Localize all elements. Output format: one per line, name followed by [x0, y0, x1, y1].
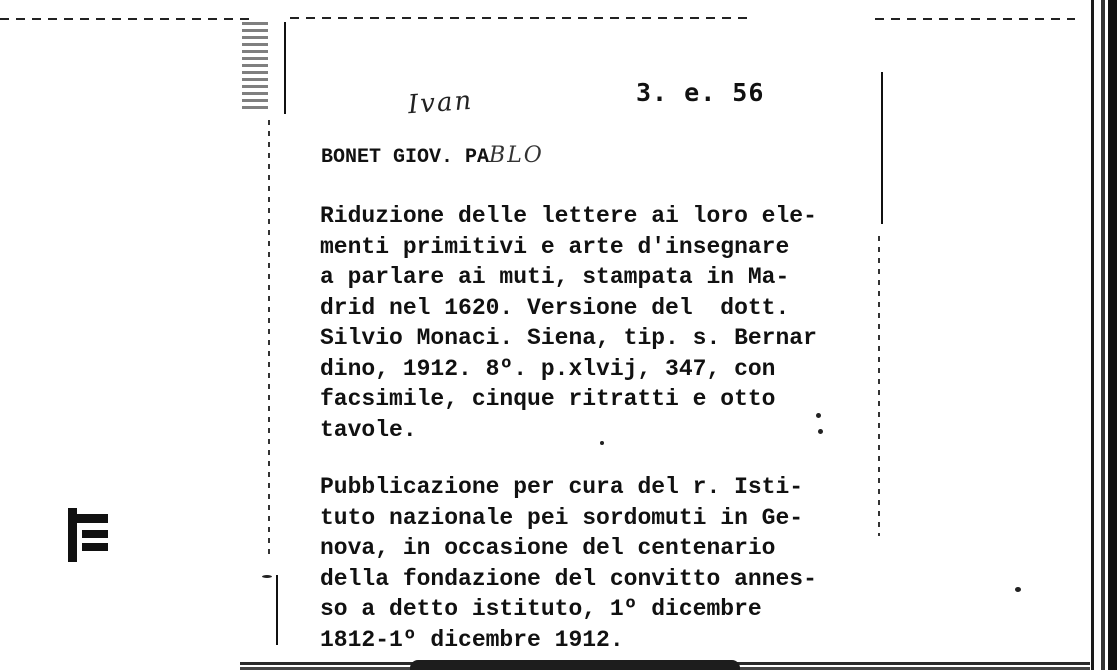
text-line: so a detto istituto, 1º dicembre: [320, 596, 762, 622]
shelfmark: 3. e. 56: [636, 78, 765, 107]
scan-speck: [818, 429, 823, 434]
publication-note-paragraph: [320, 472, 817, 655]
text-line: tavole.: [320, 416, 417, 443]
text-line: nova, in occasione del centenario: [320, 535, 776, 561]
top-dashed-rule: [0, 18, 250, 20]
author-heading-handwritten: BLO: [489, 143, 544, 168]
handwritten-note: Ivan: [407, 85, 475, 121]
author-heading: [321, 143, 544, 169]
library-stamp: [242, 22, 268, 110]
left-margin-rule: [284, 22, 286, 114]
text-line: Pubblicazione per cura del r. Isti-: [320, 474, 804, 500]
left-lower-rule: [276, 575, 278, 645]
left-card-edge: [268, 120, 270, 560]
card-tab-mark: [68, 508, 108, 562]
scan-speck: [1015, 587, 1021, 592]
top-dashed-rule-right: [290, 17, 750, 19]
text-line: drid nel 1620. Versione del dott.: [320, 294, 790, 321]
text-line: tuto nazionale pei sordomuti in Ge-: [320, 504, 804, 531]
text-line: Silvio Monaci. Siena, tip. s. Bernar: [320, 325, 817, 351]
text-line: 1812-1º dicembre 1912.: [320, 626, 624, 653]
text-line: menti primitivi e arte d'insegnare: [320, 233, 790, 260]
right-card-edge-dotted: [878, 236, 880, 536]
author-heading-typed: BONET GIOV. PA: [321, 146, 490, 169]
top-dashed-rule-far-right: [875, 18, 1075, 20]
right-card-edge: [881, 72, 883, 224]
description-paragraph: [320, 201, 817, 445]
text-line: a parlare ai muti, stampata in Ma-: [320, 264, 790, 290]
scan-bottom-smudge: [410, 660, 740, 670]
text-line: Riduzione delle lettere ai loro ele-: [320, 203, 817, 229]
text-line: della fondazione del convitto annes-: [320, 565, 817, 592]
scan-speck: [262, 575, 272, 578]
text-line: facsimile, cinque ritratti e otto: [320, 386, 776, 412]
scan-right-edge: [1081, 0, 1117, 670]
text-line: dino, 1912. 8º. p.xlvij, 347, con: [320, 355, 776, 382]
